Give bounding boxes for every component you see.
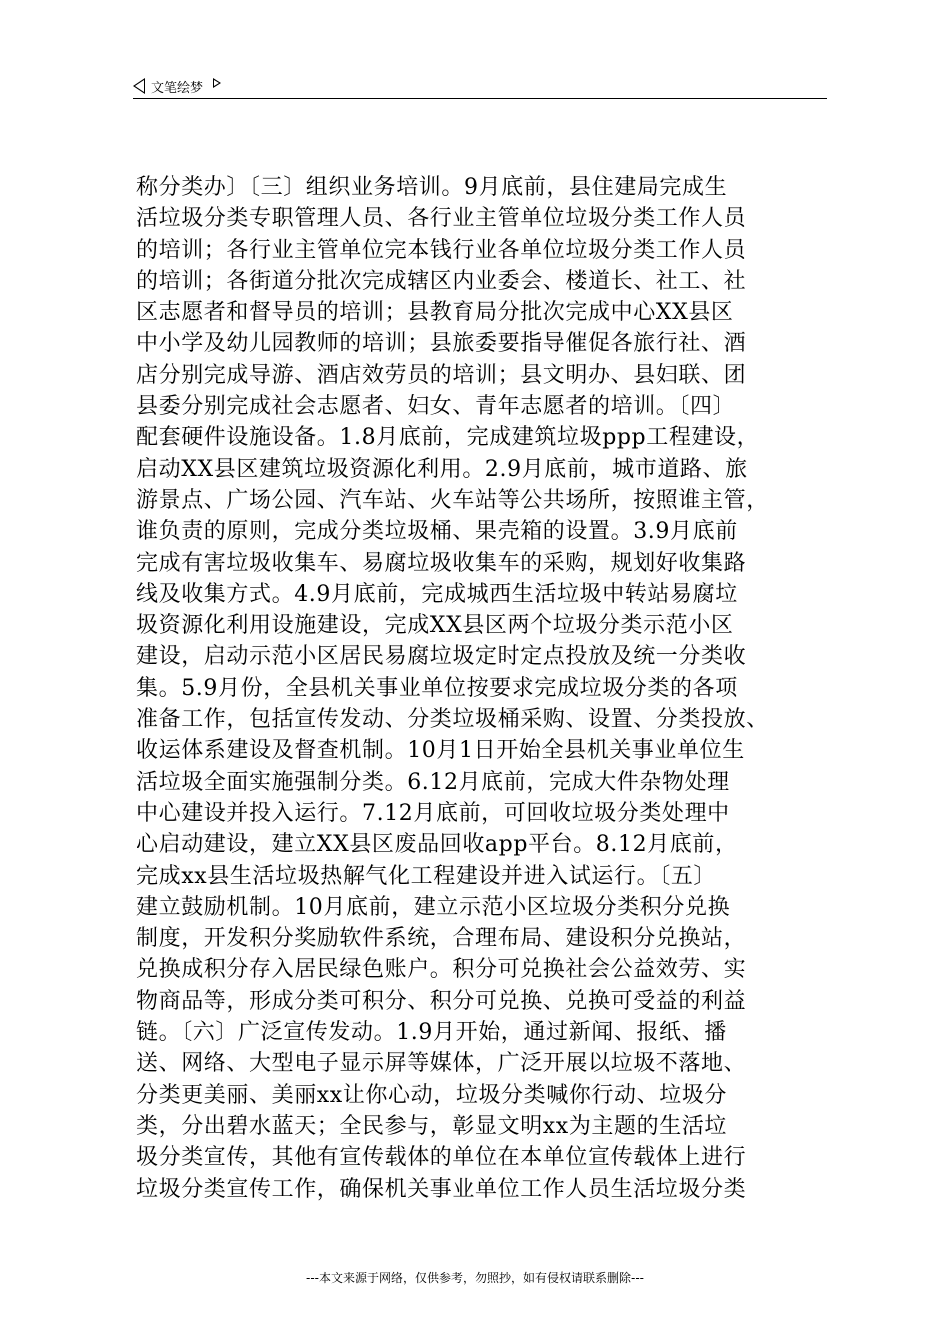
text-line: 中小学及幼儿园教师的培训；县旅委要指导催促各旅行社、酒	[136, 331, 747, 357]
text-line: 的培训；各行业主管单位完本钱行业各单位垃圾分类工作人员	[136, 237, 747, 263]
text-line: 链。〔六〕广泛宣传发动。1.9月开始，通过新闻、报纸、播	[136, 1020, 727, 1046]
text-line: 的培训；各街道分批次完成辖区内业委会、楼道长、社工、社	[136, 268, 747, 294]
text-line: 垃圾分类宣传工作，确保机关事业单位工作人员生活垃圾分类	[136, 1176, 747, 1202]
text-line: 完成xx县生活垃圾热解气化工程建设并进入试运行。〔五〕	[136, 863, 717, 889]
text-line: 活垃圾全面实施强制分类。6.12月底前，完成大件杂物处理	[136, 769, 730, 795]
text-line: 活垃圾分类专职管理人员、各行业主管单位垃圾分类工作人员	[136, 206, 747, 232]
text-line: 县委分别完成社会志愿者、妇女、青年志愿者的培训。〔四〕	[136, 394, 736, 420]
text-line: 线及收集方式。4.9月底前，完成城西生活垃圾中转站易腐垃	[136, 581, 738, 607]
text-line: 分类更美丽、美丽xx让你心动，垃圾分类喊你行动、垃圾分	[136, 1082, 728, 1108]
text-line: 制度，开发积分奖励软件系统，合理布局、建设积分兑换站，	[136, 926, 747, 952]
text-line: 完成有害垃圾收集车、易腐垃圾收集车的采购，规划好收集路	[136, 550, 747, 576]
text-line: 建立鼓励机制。10月底前，建立示范小区垃圾分类积分兑换	[136, 894, 731, 920]
text-line: 店分别完成导游、酒店效劳员的培训；县文明办、县妇联、团	[136, 362, 747, 388]
text-line: 兑换成积分存入居民绿色账户。积分可兑换社会公益效劳、实	[136, 957, 747, 983]
text-line: 称分类办〕〔三〕组织业务培训。9月底前，县住建局完成生	[136, 175, 728, 200]
text-line: 物商品等，形成分类可积分、积分可兑换、兑换可受益的利益	[136, 988, 747, 1014]
body-text	[136, 172, 836, 1205]
page-header	[133, 74, 827, 98]
text-line: 游景点、广场公园、汽车站、火车站等公共场所，按照谁主管，	[136, 487, 769, 513]
header-divider	[133, 98, 827, 99]
text-line: 谁负责的原则，完成分类垃圾桶、果壳箱的设置。3.9月底前	[136, 519, 738, 545]
header-title: 文笔绘梦	[151, 80, 204, 96]
text-line: 圾分类宣传，其他有宣传载体的单位在本单位宣传载体上进行	[136, 1145, 747, 1171]
triangle-left-icon	[133, 78, 145, 94]
footer-disclaimer: ---本文来源于网络，仅供参考，勿照抄，如有侵权请联系删除---	[306, 1271, 644, 1285]
text-line: 建设，启动示范小区居民易腐垃圾定时定点投放及统一分类收	[136, 644, 747, 670]
text-line: 启动XX县区建筑垃圾资源化利用。2.9月底前，城市道路、旅	[136, 456, 748, 482]
text-line: 中心建设并投入运行。7.12月底前，可回收垃圾分类处理中	[136, 800, 730, 826]
text-line: 区志愿者和督导员的培训；县教育局分批次完成中心XX县区	[136, 300, 734, 326]
text-line: 集。5.9月份，全县机关事业单位按要求完成垃圾分类的各项	[136, 675, 738, 701]
text-line: 类，分出碧水蓝天；全民参与，彰显文明xx为主题的生活垃	[136, 1113, 728, 1139]
text-line: 收运体系建设及督查机制。10月1日开始全县机关事业单位生	[136, 738, 745, 764]
text-line: 心启动建设，建立XX县区废品回收app平台。8.12月底前，	[136, 832, 738, 858]
text-line: 送、网络、大型电子显示屏等媒体，广泛开展以垃圾不落地、	[136, 1051, 747, 1077]
text-line: 圾资源化利用设施建设，完成XX县区两个垃圾分类示范小区	[136, 613, 734, 639]
triangle-right-icon	[213, 78, 221, 88]
text-line: 准备工作，包括宣传发动、分类垃圾桶采购、设置、分类投放、	[136, 707, 769, 733]
text-line: 配套硬件设施设备。1.8月底前，完成建筑垃圾ppp工程建设，	[136, 425, 760, 451]
